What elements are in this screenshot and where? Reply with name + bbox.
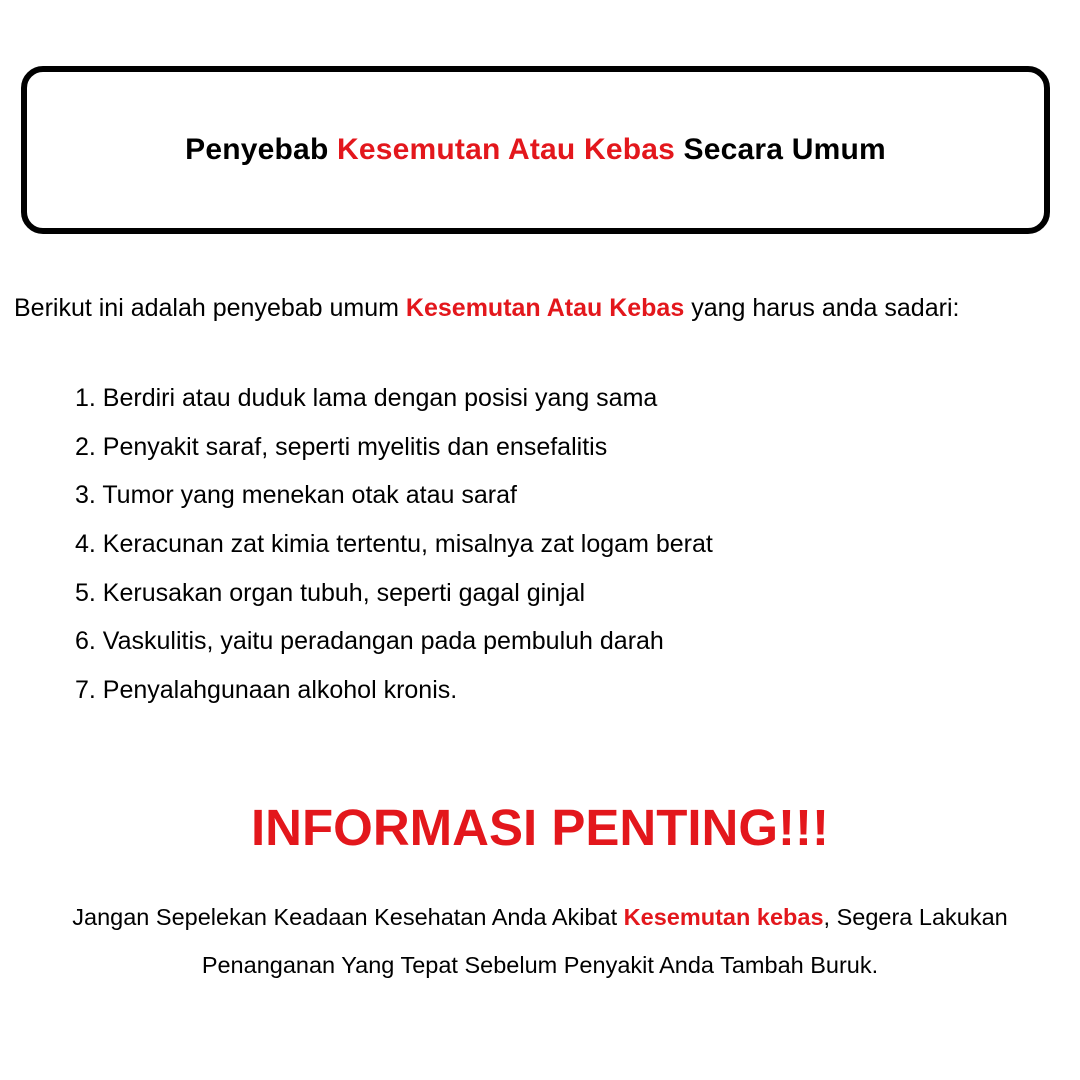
cause-item: 6. Vaskulitis, yaitu peradangan pada pembuluh darah — [75, 627, 664, 656]
notice-line1-suffix: , Segera Lakukan — [823, 904, 1008, 930]
cause-item: 7. Penyalahgunaan alkohol kronis. — [75, 676, 458, 705]
notice-line1-prefix: Jangan Sepelekan Keadaan Kesehatan Anda Akibat — [72, 904, 618, 930]
cause-list — [75, 378, 713, 719]
notice-line-2: Penanganan Yang Tepat Sebelum Penyakit Anda Tambah Buruk. — [201, 952, 879, 978]
page-title — [185, 133, 886, 167]
notice-line-1 — [0, 893, 1080, 941]
cause-item: 4. Keracunan zat kimia tertentu, misalnya zat logam berat — [75, 530, 713, 559]
intro-highlight: Kesemutan Atau Kebas — [405, 294, 685, 322]
notice-heading: INFORMASI PENTING!!! — [251, 799, 829, 856]
title-box — [21, 66, 1050, 234]
notice-body — [0, 893, 1080, 989]
title-prefix: Penyebab — [185, 133, 329, 166]
notice-highlight: Kesemutan kebas — [623, 904, 824, 930]
intro-suffix: yang harus anda sadari: — [691, 294, 960, 322]
cause-item: 5. Kerusakan organ tubuh, seperti gagal ginjal — [75, 578, 586, 607]
title-highlight: Kesemutan Atau Kebas — [337, 133, 675, 166]
title-suffix: Secara Umum — [683, 133, 886, 166]
cause-item: 1. Berdiri atau duduk lama dengan posisi yang sama — [75, 384, 658, 412]
intro-paragraph — [14, 290, 959, 326]
intro-prefix: Berikut ini adalah penyebab umum — [14, 294, 399, 322]
cause-item: 2. Penyakit saraf, seperti myelitis dan ensefalitis — [75, 432, 608, 461]
cause-item: 3. Tumor yang menekan otak atau saraf — [75, 481, 517, 510]
